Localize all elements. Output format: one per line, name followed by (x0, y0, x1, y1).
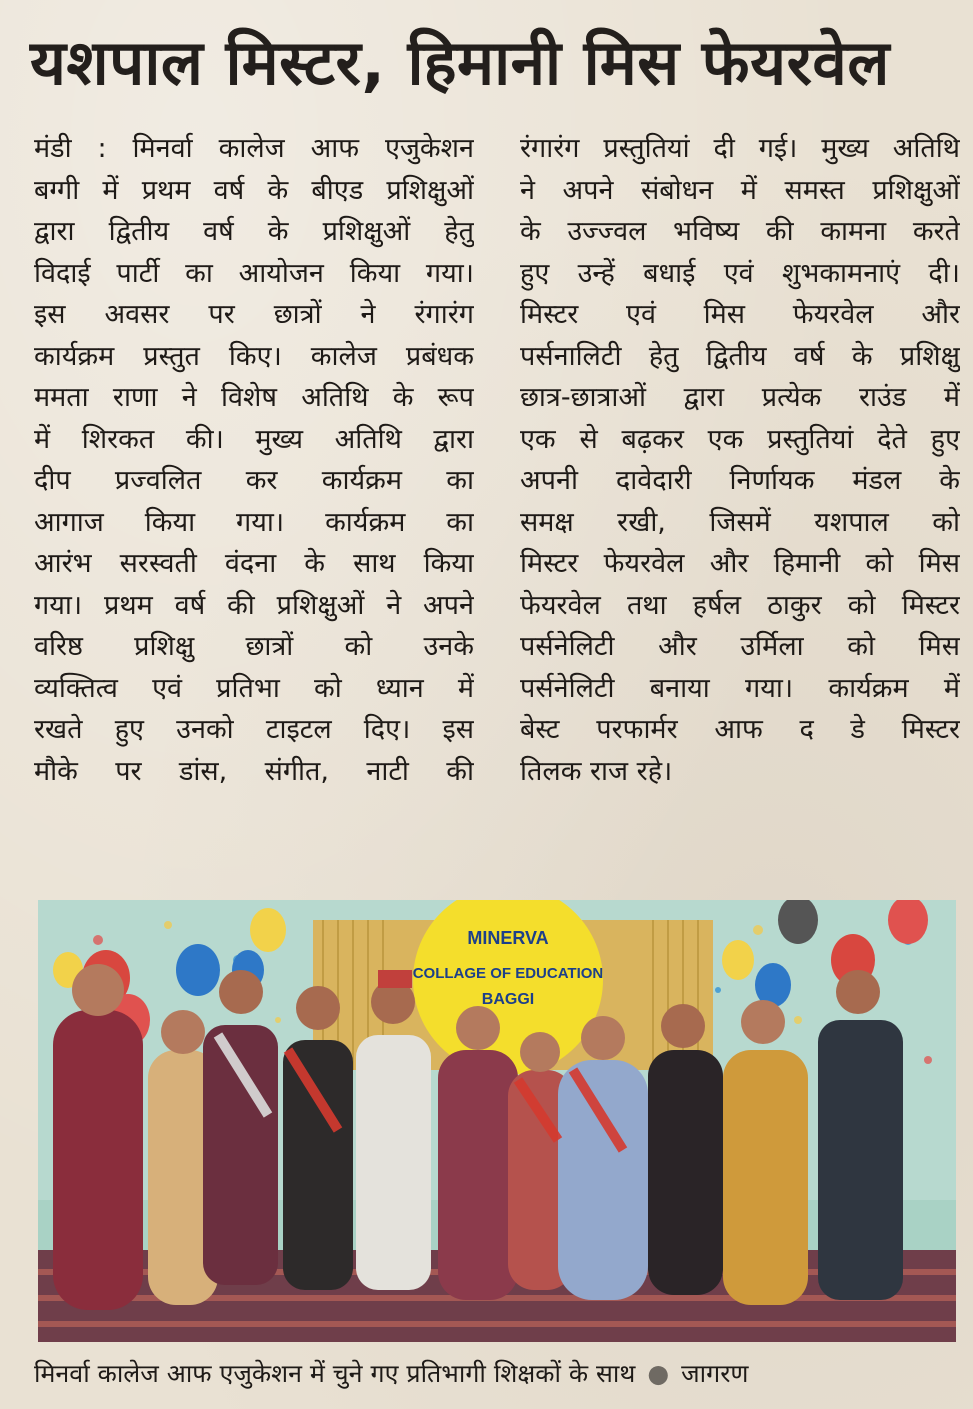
text-line: अपनी दावेदारी निर्णायक मंडल के (520, 465, 960, 496)
text-line: में शिरकत की। मुख्य अतिथि द्वारा (34, 423, 474, 455)
text-line: मौके पर डांस, संगीत, नाटी की (34, 755, 474, 787)
text-line: के उज्ज्वल भविष्य की कामना करते (520, 216, 960, 247)
photo-caption (34, 1352, 954, 1396)
text-line: एक से बढ़कर एक प्रस्तुतियां देते हुए (520, 423, 960, 455)
text-line: विदाई पार्टी का आयोजन किया गया। (34, 257, 474, 289)
balloon (176, 944, 220, 996)
banner-line3: BAGGI (481, 991, 535, 1008)
banner-line2: COLLAGE OF EDUCATION (412, 965, 604, 982)
headline: यशपाल मिस्टर, हिमानी मिस फेयरवेल (30, 26, 890, 99)
balloon (722, 940, 754, 980)
caption-bullet: ● (647, 1359, 670, 1388)
text-line: रखते हुए उनको टाइटल दिए। इस (34, 714, 474, 745)
article-column-left (34, 128, 474, 792)
text-line: आगाज किया गया। कार्यक्रम का (34, 506, 474, 538)
text-line: पर्सनेलिटी और उर्मिला को मिस (520, 631, 960, 662)
balloon (250, 908, 286, 952)
article-column-right (520, 128, 960, 792)
text-line: आरंभ सरस्वती वंदना के साथ किया (34, 548, 474, 579)
text-line: पर्सनालिटी हेतु द्वितीय वर्ष के प्रशिक्षु (520, 340, 960, 372)
text-line: इस अवसर पर छात्रों ने रंगारंग (34, 299, 474, 330)
text-line: छात्र-छात्राओं द्वारा प्रत्येक राउंड में (520, 382, 960, 413)
text-line: बेस्ट परफार्मर आफ द डे मिस्टर (520, 714, 960, 745)
text-line: कार्यक्रम प्रस्तुत किए। कालेज प्रबंधक (34, 340, 474, 372)
text-line: रंगारंग प्रस्तुतियां दी गई। मुख्य अतिथि (520, 133, 960, 164)
text-line: फेयरवेल तथा हर्षल ठाकुर को मिस्टर (520, 589, 960, 621)
group-photo-illustration (38, 900, 956, 1342)
banner-line1: MINERVA (467, 928, 549, 948)
text-line: बग्गी में प्रथम वर्ष के बीएड प्रशिक्षुओं (34, 174, 474, 206)
text-line: ममता राणा ने विशेष अतिथि के रूप (34, 382, 474, 413)
people-group (53, 964, 903, 1310)
text-line: पर्सनेलिटी बनाया गया। कार्यक्रम में (520, 672, 960, 704)
text-line: दीप प्रज्वलित कर कार्यक्रम का (34, 465, 474, 496)
text-line: द्वारा द्वितीय वर्ष के प्रशिक्षुओं हेतु (34, 216, 474, 247)
text-line: वरिष्ठ प्रशिक्षु छात्रों को उनके (34, 631, 474, 662)
event-photo (38, 900, 956, 1342)
text-line: हुए उन्हें बधाई एवं शुभकामनाएं दी। (520, 257, 960, 289)
caption-source: जागरण (681, 1359, 749, 1388)
text-line: मिस्टर एवं मिस फेयरवेल और (520, 299, 960, 330)
text-line: ने अपने संबोधन में समस्त प्रशिक्षुओं (520, 174, 960, 206)
text-line: तिलक राज रहे। (520, 755, 673, 787)
text-line: समक्ष रखी, जिसमें यशपाल को (520, 506, 960, 538)
text-line: मंडी : मिनर्वा कालेज आफ एजुकेशन (34, 133, 474, 164)
text-line: मिस्टर फेयरवेल और हिमानी को मिस (520, 548, 960, 579)
text-line: गया। प्रथम वर्ष की प्रशिक्षुओं ने अपने (34, 589, 474, 621)
text-line: व्यक्तित्व एवं प्रतिभा को ध्यान में (34, 672, 474, 704)
caption-text: मिनर्वा कालेज आफ एजुकेशन में चुने गए प्रतिभागी शिक्षकों के साथ (34, 1359, 636, 1388)
